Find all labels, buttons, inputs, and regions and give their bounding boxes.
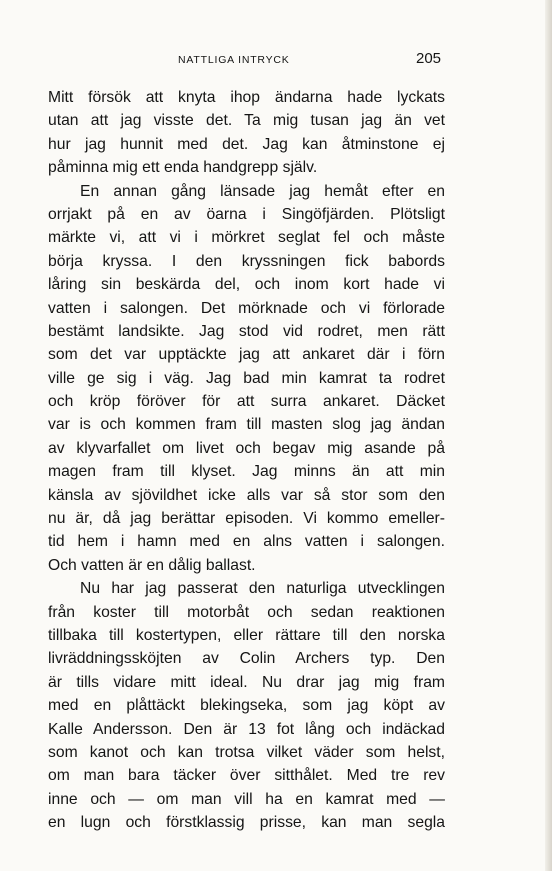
text-line: av klyvarfallet om livet och begav mig asande på bbox=[48, 439, 445, 457]
text-line: låring sin beskärda del, och inom kort hade vi bbox=[48, 276, 445, 294]
text-line: nu är, då jag berättar episoden. Vi kommo emeller- bbox=[48, 510, 445, 528]
text-line: och kröp föröver för att surra ankaret. Däcket bbox=[48, 393, 445, 411]
text-line: magen fram till klyset. Jag minns än att min bbox=[48, 463, 445, 481]
text-line: bestämt landsikte. Jag stod vid rodret, men rätt bbox=[48, 322, 445, 340]
page-number: 205 bbox=[416, 50, 442, 67]
text-line: om man bara täcker över sitthålet. Med tre rev bbox=[48, 767, 445, 785]
running-head bbox=[0, 50, 552, 70]
page-edge bbox=[545, 0, 552, 871]
text-line: orrjakt på en av öarna i Singöfjärden. Plötsligt bbox=[48, 205, 445, 223]
text-line: är tills vidare mitt ideal. Nu drar jag mig fram bbox=[48, 673, 445, 691]
text-line: Och vatten är en dålig ballast. bbox=[48, 556, 256, 574]
text-line: hur jag hunnit med det. Jag kan åtminstone ej bbox=[48, 135, 445, 153]
text-line: från koster till motorbåt och sedan reaktionen bbox=[48, 603, 445, 621]
text-line: Mitt försök att knyta ihop ändarna hade lyckats bbox=[48, 89, 445, 106]
text-line: Kalle Andersson. Den är 13 fot lång och indäckad bbox=[48, 720, 445, 738]
text-line: påminna mig ett enda handgrepp själv. bbox=[48, 159, 318, 177]
text-line: tid hem i hamn med en alns vatten i salongen. bbox=[48, 533, 445, 551]
text-line: märkte vi, att vi i mörkret seglat fel och måste bbox=[48, 229, 445, 247]
running-title: NATTLIGA INTRYCK bbox=[178, 54, 290, 66]
text-line: livräddningssköjten av Colin Archers typ. Den bbox=[48, 650, 445, 668]
text-line: känsla av sjövildhet icke alls var så stor som den bbox=[48, 486, 445, 504]
paragraph-start-line: Nu har jag passerat den naturliga utvecklingen bbox=[80, 580, 445, 598]
text-line: ville ge sig i väg. Jag bad min kamrat ta rodret bbox=[48, 369, 445, 387]
text-line: som det var upptäckte jag att ankaret där i förn bbox=[48, 346, 445, 364]
text-line: var is och kommen fram till masten slog jag ändan bbox=[48, 416, 445, 434]
text-line: börja kryssa. I den kryssningen fick babords bbox=[48, 252, 445, 270]
text-line: vatten i salongen. Det mörknade och vi förlorade bbox=[48, 299, 445, 317]
text-line: som kanot och kan trotsa vilket väder som helst, bbox=[48, 743, 445, 761]
text-line: med en plåttäckt blekingseka, som jag köpt av bbox=[48, 697, 445, 715]
page-body bbox=[48, 86, 445, 835]
text-line: utan att jag visste det. Ta mig tusan jag än vet bbox=[48, 112, 445, 130]
text-line: inne och — om man vill ha en kamrat med — bbox=[48, 790, 445, 808]
paragraph-start-line: En annan gång länsade jag hemåt efter en bbox=[80, 182, 445, 200]
text-line: en lugn och förstklassig prisse, kan man segla bbox=[48, 814, 445, 832]
text-line: tillbaka till kostertypen, eller rättare till den norska bbox=[48, 626, 445, 644]
